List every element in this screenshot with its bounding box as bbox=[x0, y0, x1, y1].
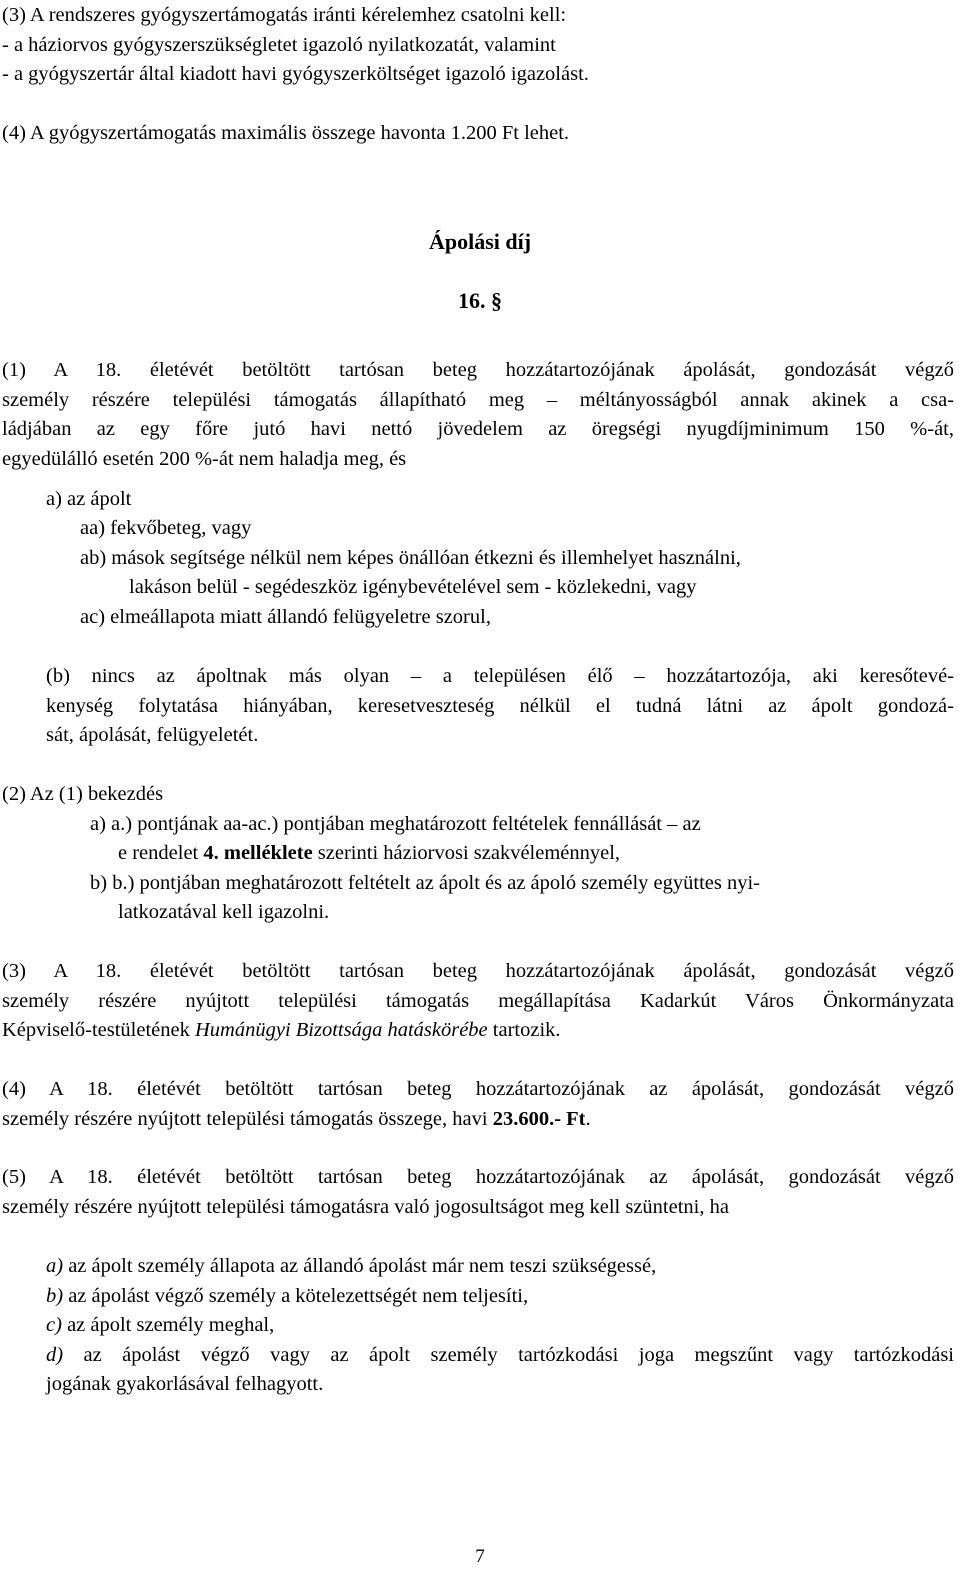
p2-line-5: latkozatával kell igazolni. bbox=[118, 901, 330, 923]
list-b-text-a: az ápolt személy állapota az állandó ápolást már nem teszi szükségessé, bbox=[63, 1255, 657, 1277]
annex-word: melléklete bbox=[223, 842, 313, 864]
gyogyszer-3-line-3: - a gyógyszertár által kiadott havi gyógyszerköltséget igazoló igazolást. bbox=[2, 63, 589, 85]
list-b-item-a bbox=[46, 1251, 656, 1281]
p3-line-3 bbox=[2, 1015, 561, 1045]
list-ab-item-line-1: ab) mások segítsége nélkül nem képes önállóan étkezni és illemhelyet használni, bbox=[80, 547, 741, 569]
pb-line-1: (b) nincs az ápoltnak más olyan – a településen élő – hozzátartozója, aki keresőtevé- bbox=[46, 665, 954, 687]
p5-line-2: személy részére nyújtott települési támogatásra való jogosultságot meg kell szüntetni, ha bbox=[2, 1196, 729, 1218]
list-a-item: a) az ápolt bbox=[46, 488, 132, 510]
list-ab-item-line-2: lakáson belül - segédeszköz igénybevételével sem - közlekedni, vagy bbox=[129, 576, 697, 598]
p5-line-1: (5) A 18. életévét betöltött tartósan beteg hozzátartozójának az ápolását, gondozását végző bbox=[2, 1166, 954, 1188]
annex-number: 4. bbox=[203, 842, 219, 864]
gyogyszer-3-line-2: - a háziorvos gyógyszerszükségletet igazoló nyilatkozatát, valamint bbox=[2, 34, 556, 56]
p1-line-3: ládjában az egy főre jutó havi nettó jövedelem az öregségi nyugdíjminimum 150 %-át, bbox=[2, 418, 954, 440]
p2-line-3 bbox=[118, 838, 620, 868]
page-number: 7 bbox=[475, 1546, 485, 1567]
list-b-item-b bbox=[46, 1281, 528, 1311]
pb-line-2: kenység folytatása hiányában, keresetveszteség nélkül el tudná látni az ápolt gondozá- bbox=[46, 695, 954, 717]
list-ac-item: ac) elmeállapota miatt állandó felügyeletre szorul, bbox=[80, 606, 491, 628]
p2-line-4: b) b.) pontjában meghatározott feltételt az ápolt és az ápoló személy együttes nyi- bbox=[90, 872, 760, 894]
p4-line-2-post: . bbox=[585, 1108, 591, 1130]
p4-line-2 bbox=[2, 1104, 591, 1134]
list-aa-item: aa) fekvőbeteg, vagy bbox=[80, 517, 252, 539]
p3-line-3-pre: Képviselő-testületének bbox=[2, 1019, 195, 1041]
list-b-text-b: az ápolást végző személy a kötelezettségét nem teljesíti, bbox=[63, 1285, 529, 1307]
p3-line-1: (3) A 18. életévét betöltött tartósan beteg hozzátartozójának ápolását, gondozását végző bbox=[2, 960, 954, 982]
p1-line-1: (1) A 18. életévét betöltött tartósan beteg hozzátartozójának ápolását, gondozását végző bbox=[2, 359, 954, 381]
support-amount: 23.600.- Ft bbox=[492, 1108, 586, 1130]
list-b-label-d: d) bbox=[46, 1344, 64, 1366]
p3-line-2: személy részére nyújtott települési támogatás megállapítása Kadarkút Város Önkormányzata bbox=[2, 990, 954, 1012]
pb-line-3: sát, ápolását, felügyeletét. bbox=[46, 724, 259, 746]
gyogyszer-4-line: (4) A gyógyszertámogatás maximális összege havonta 1.200 Ft lehet. bbox=[2, 122, 570, 144]
p1-line-2: személy részére települési támogatás állapítható meg – méltányosságból annak akinek a csa- bbox=[2, 389, 954, 411]
list-b-item-c bbox=[46, 1310, 274, 1340]
list-b-text-d: az ápolást végző vagy az ápolt személy tartózkodási joga megszűnt vagy tartózkodási bbox=[63, 1344, 954, 1366]
p4-line-2-pre: személy részére nyújtott települési támogatás összege, havi bbox=[2, 1108, 493, 1130]
p2-line-3-pre: e rendelet bbox=[118, 842, 204, 864]
section-title: Ápolási díj bbox=[428, 229, 532, 254]
p2-line-2: a) a.) pontjának aa-ac.) pontjában meghatározott feltételek fennállását – az bbox=[90, 813, 701, 835]
list-b-label-b: b) bbox=[46, 1285, 64, 1307]
section-number: 16. § bbox=[458, 288, 502, 313]
list-b-item-d-line-2: jogának gyakorlásával felhagyott. bbox=[46, 1373, 324, 1395]
list-b-label-a: a) bbox=[46, 1255, 64, 1277]
list-b-text-c: az ápolt személy meghal, bbox=[61, 1314, 275, 1336]
p1-line-4: egyedülálló esetén 200 %-át nem haladja meg, és bbox=[2, 448, 407, 470]
p2-line-1: (2) Az (1) bekezdés bbox=[2, 783, 164, 805]
list-b-label-c: c) bbox=[46, 1314, 62, 1336]
committee-name: Humánügyi Bizottsága hatáskörébe bbox=[194, 1019, 488, 1041]
gyogyszer-3-line-1: (3) A rendszeres gyógyszertámogatás iránti kérelemhez csatolni kell: bbox=[2, 4, 567, 26]
p4-line-1: (4) A 18. életévét betöltött tartósan beteg hozzátartozójának az ápolását, gondozását végző bbox=[2, 1078, 954, 1100]
p2-line-3-post: szerinti háziorvosi szakvéleménnyel, bbox=[312, 842, 621, 864]
p3-line-3-post: tartozik. bbox=[487, 1019, 561, 1041]
list-b-item-d bbox=[46, 1340, 954, 1370]
